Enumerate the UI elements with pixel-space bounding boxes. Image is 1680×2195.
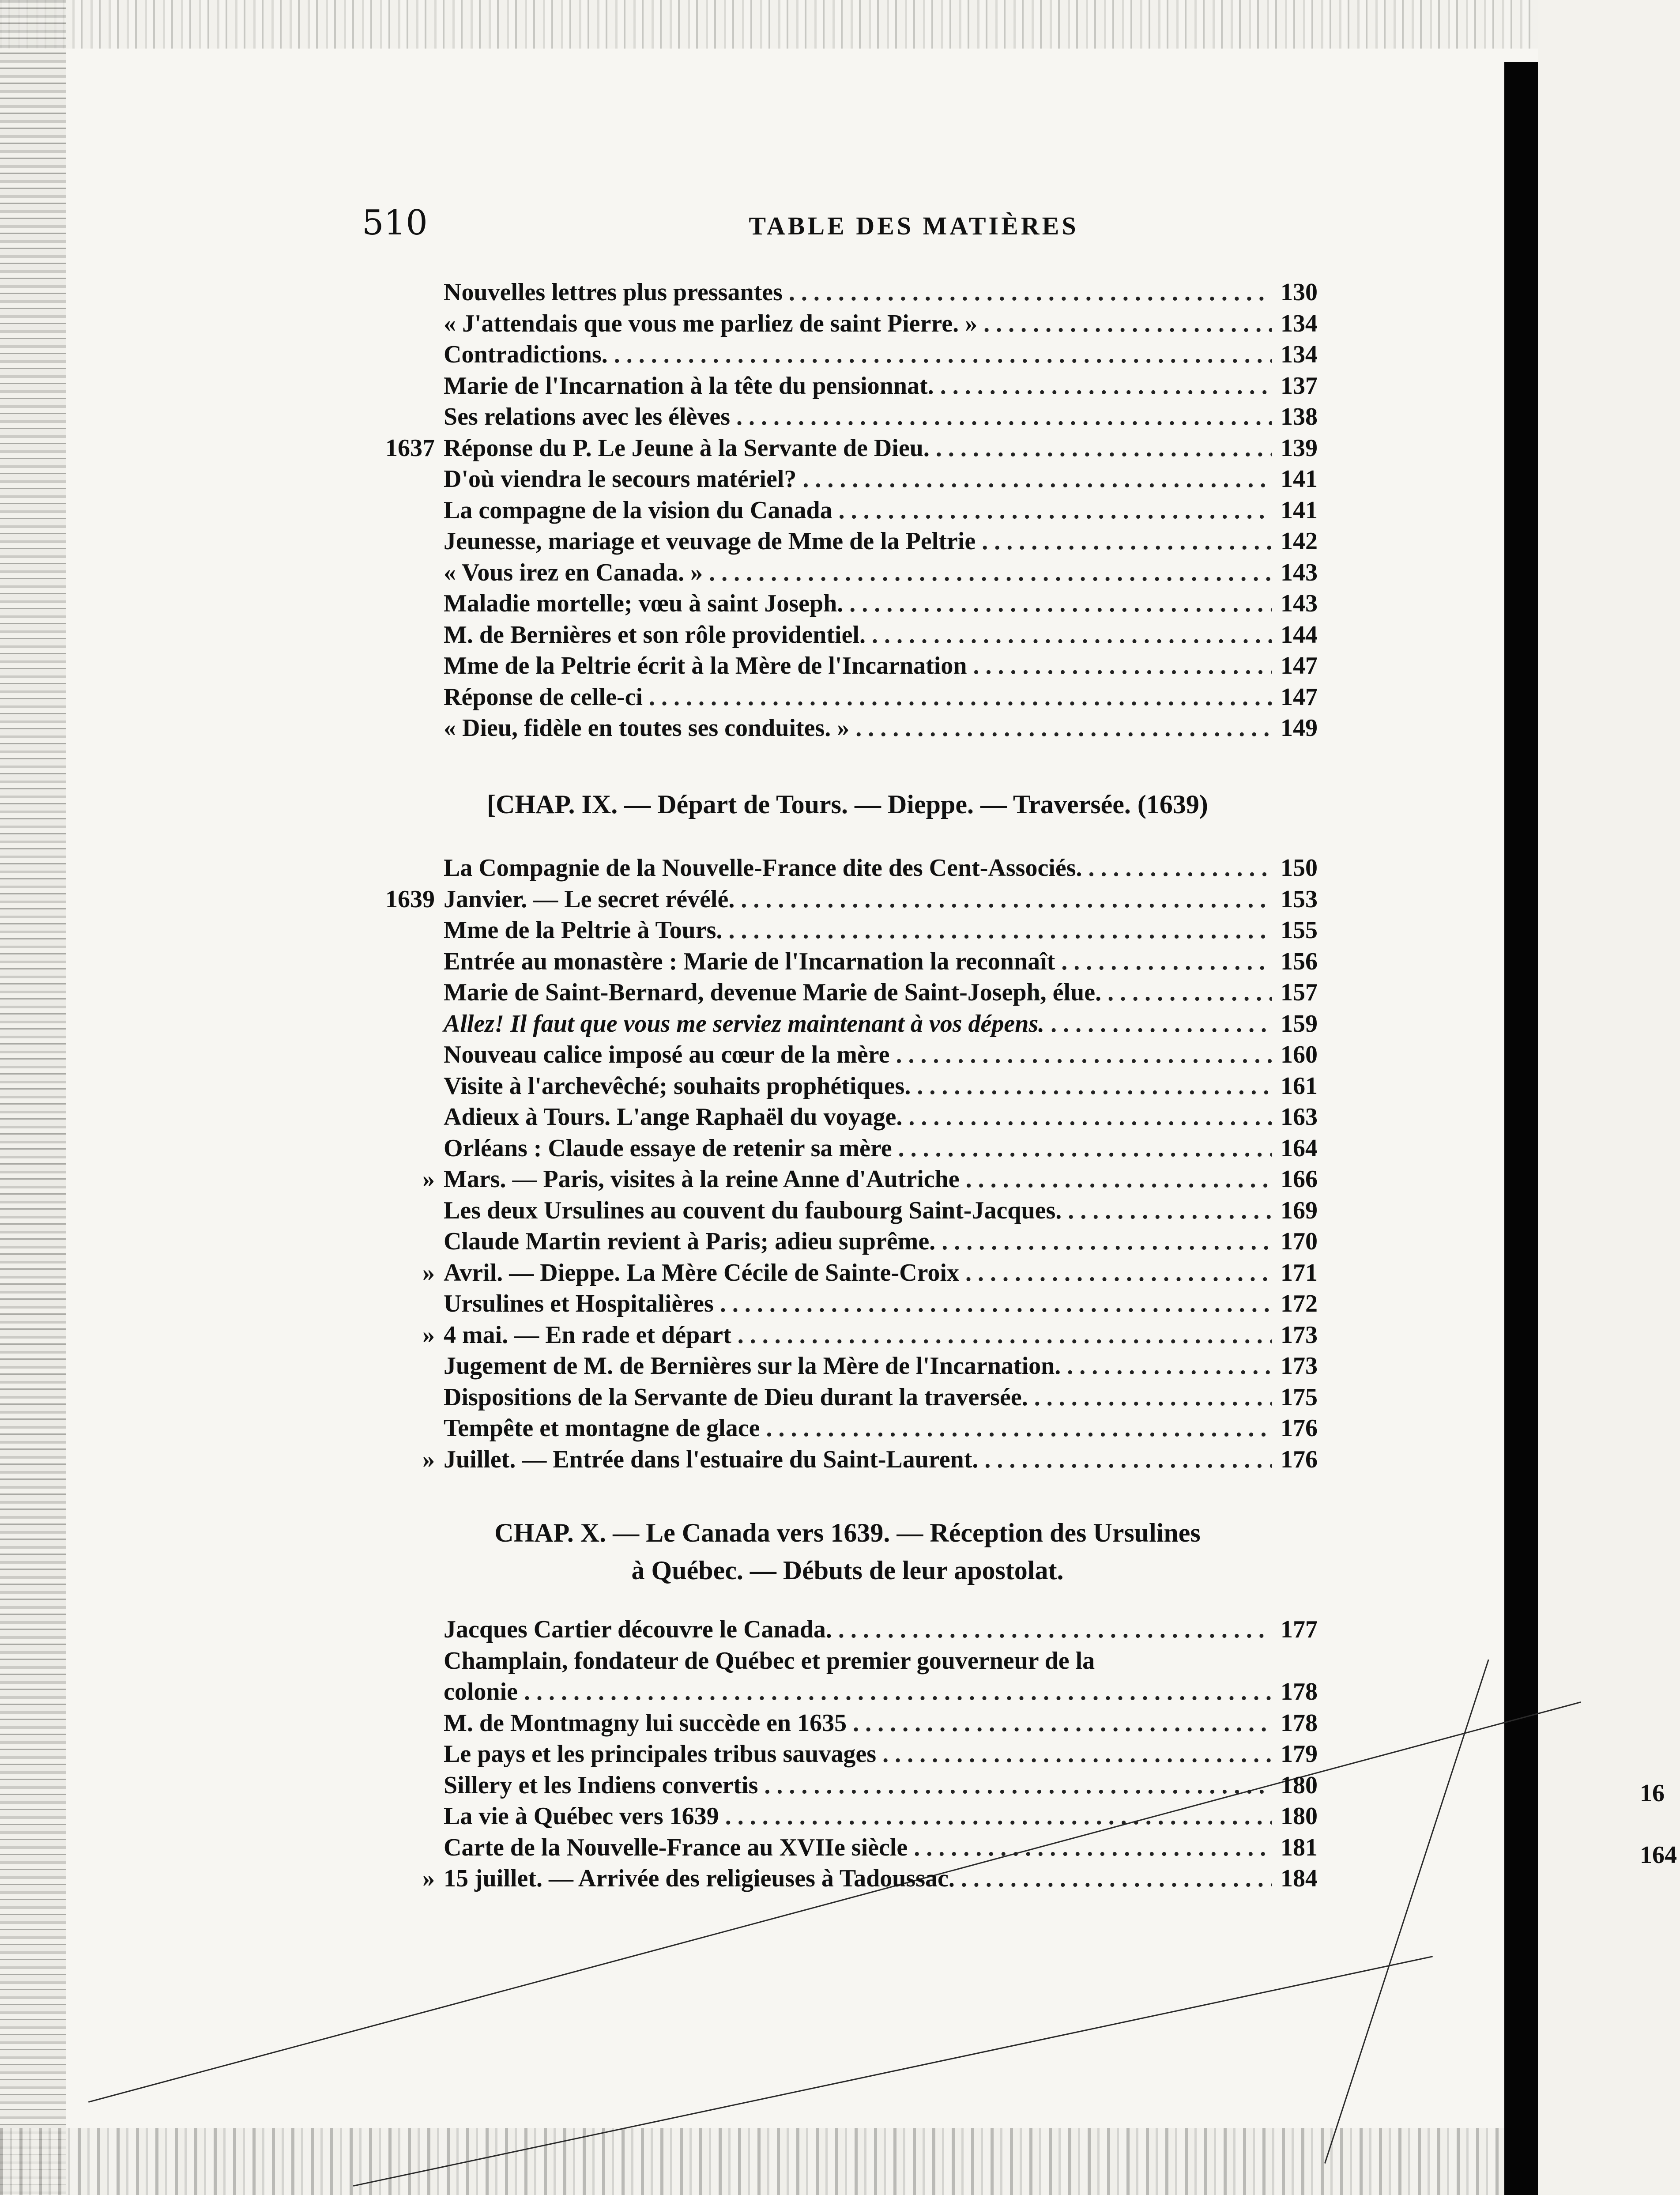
dot-leader [908, 1101, 1272, 1133]
toc-entry-page-number: 176 [1281, 1445, 1318, 1473]
toc-entry [422, 1319, 1318, 1351]
toc-entry [444, 401, 1318, 433]
dot-leader [1034, 1381, 1272, 1413]
toc-entry [444, 1008, 1318, 1040]
toc-entry-wrapped-line: Champlain, fondateur de Québec et premier gouverneur de la [444, 1647, 1095, 1675]
facing-page-fragment-1: 16 [1640, 1780, 1665, 1807]
toc-entry-page-number: 178 [1281, 1709, 1318, 1737]
toc-entry-title: Mme de la Peltrie écrit à la Mère de l'Incarnation [444, 652, 967, 679]
toc-entry-year: 1639 [385, 885, 435, 913]
toc-entry-page-number: 130 [1281, 279, 1318, 306]
toc-entry-title: M. de Bernières et son rôle providentiel. [444, 621, 866, 649]
dot-leader [838, 1614, 1272, 1645]
toc-entry-page-number: 180 [1281, 1771, 1318, 1799]
dot-leader [725, 1800, 1272, 1832]
toc-entry-title: Tempête et montagne de glace [444, 1414, 760, 1442]
toc-entry-title: 15 juillet. — Arrivée des religieuses à Tadoussac. [444, 1865, 955, 1892]
toc-entry-title: Jeunesse, mariage et veuvage de Mme de la Peltrie [444, 528, 976, 555]
dot-leader [914, 1832, 1272, 1863]
toc-entry-page-number: 175 [1281, 1383, 1318, 1411]
toc-entry-title: Dispositions de la Servante de Dieu durant la traversée. [444, 1383, 1028, 1411]
toc-entry [444, 308, 1318, 339]
toc-entry-title: 4 mai. — En rade et départ [444, 1321, 731, 1349]
toc-entry-page-number: 147 [1281, 683, 1318, 711]
dot-leader [741, 883, 1272, 915]
toc-entry-title: Jugement de M. de Bernières sur la Mère de l'Incarnation. [444, 1352, 1061, 1380]
toc-entry [444, 1101, 1318, 1133]
toc-entry-page-number: 149 [1281, 714, 1318, 742]
toc-entry-title: Juillet. — Entrée dans l'estuaire du Saint-Laurent. [444, 1445, 979, 1473]
toc-entry-title: Mars. — Paris, visites à la reine Anne d'Autriche [444, 1165, 960, 1193]
toc-entry-page-number: 177 [1281, 1616, 1318, 1643]
dot-leader [1051, 1008, 1272, 1040]
dot-leader [1067, 1350, 1272, 1382]
toc-entry-title: Réponse de celle-ci [444, 683, 643, 711]
toc-entry-page-number: 139 [1281, 434, 1318, 462]
dot-leader [709, 557, 1272, 588]
dot-leader [728, 914, 1272, 946]
dot-leader [720, 1288, 1272, 1320]
toc-entry-page-number: 156 [1281, 947, 1318, 975]
dot-leader [1068, 1195, 1272, 1226]
toc-entry-title: Nouvelles lettres plus pressantes [444, 279, 783, 306]
toc-entry [444, 619, 1318, 651]
toc-entry [444, 1800, 1318, 1832]
toc-entry-title: Ses relations avec les élèves [444, 403, 731, 430]
toc-entry-page-number: 169 [1281, 1196, 1318, 1224]
toc-entry [444, 1070, 1318, 1102]
scan-noise-bottom [0, 2128, 1680, 2195]
dot-leader [789, 276, 1272, 308]
toc-entry [444, 1707, 1318, 1739]
toc-entry-title: Nouveau calice imposé au cœur de la mère [444, 1041, 890, 1068]
toc-entry-page-number: 164 [1281, 1134, 1318, 1162]
toc-entry [444, 1132, 1318, 1164]
binding-shadow [1504, 62, 1538, 2195]
dot-leader [966, 1163, 1272, 1195]
facing-page-fragment-2: 164 [1640, 1841, 1677, 1869]
dot-leader [961, 1863, 1272, 1894]
toc-entry-page-number: 163 [1281, 1103, 1318, 1131]
dot-leader [982, 525, 1272, 557]
toc-entry-page-number: 160 [1281, 1041, 1318, 1068]
toc-entry-page-number: 142 [1281, 528, 1318, 555]
toc-entry-title: Sillery et les Indiens convertis [444, 1771, 758, 1799]
dot-leader [738, 1319, 1272, 1351]
toc-entry-title: Marie de l'Incarnation à la tête du pensionnat. [444, 372, 934, 400]
dot-leader [936, 432, 1272, 464]
toc-entry-title: Les deux Ursulines au couvent du faubourg Saint-Jacques. [444, 1196, 1062, 1224]
toc-entry [444, 681, 1318, 713]
toc-entry [444, 1195, 1318, 1226]
dot-leader [973, 650, 1272, 682]
toc-entry-page-number: 173 [1281, 1352, 1318, 1380]
toc-entry [444, 1039, 1318, 1071]
toc-entry-title: Marie de Saint-Bernard, devenue Marie de Saint-Joseph, élue. [444, 979, 1102, 1006]
chapter-heading: CHAP. X. — Le Canada vers 1639. — Réception des Ursulines [494, 1518, 1201, 1547]
page-number: 510 [362, 203, 428, 243]
dot-leader [965, 1257, 1272, 1289]
dot-leader [940, 370, 1272, 402]
dot-leader [1061, 946, 1272, 977]
toc-entry-title: Entrée au monastère : Marie de l'Incarnation la reconnaît [444, 947, 1055, 975]
toc-entry-year: » [422, 1259, 435, 1286]
dot-leader [983, 308, 1272, 339]
toc-entry-title: Maladie mortelle; vœu à saint Joseph. [444, 590, 844, 617]
toc-entry-year: 1637 [385, 434, 435, 462]
page-header [362, 201, 1333, 249]
running-title: TABLE DES MATIÈRES [749, 211, 1079, 240]
toc-entry [444, 1676, 1318, 1708]
toc-entry [444, 276, 1318, 308]
chapter-heading: [CHAP. IX. — Départ de Tours. — Dieppe. — Traversée. (1639) [487, 790, 1208, 819]
dot-leader [614, 339, 1272, 370]
toc-entry-page-number: 134 [1281, 341, 1318, 368]
toc-entry-title: La Compagnie de la Nouvelle-France dite des Cent-Associés. [444, 854, 1082, 882]
dot-leader [766, 1412, 1272, 1444]
toc-entry-title: Orléans : Claude essaye de retenir sa mère [444, 1134, 892, 1162]
toc-entry-page-number: 141 [1281, 465, 1318, 493]
toc-entry-title: Jacques Cartier découvre le Canada. [444, 1616, 832, 1643]
toc-entry [422, 1257, 1318, 1289]
toc-entry-title: Adieux à Tours. L'ange Raphaël du voyage. [444, 1103, 903, 1131]
dot-leader [849, 588, 1272, 619]
dot-leader [1089, 852, 1272, 884]
toc-entry-title: « Vous irez en Canada. » [444, 558, 703, 586]
toc-entry [444, 1288, 1318, 1320]
toc-entry-page-number: 141 [1281, 496, 1318, 524]
toc-entry-title: Carte de la Nouvelle-France au XVIIe siècle [444, 1833, 908, 1861]
dot-leader [736, 401, 1272, 433]
toc-entry-title: Contradictions. [444, 341, 608, 368]
dot-leader [839, 494, 1272, 526]
toc-entry-page-number: 143 [1281, 590, 1318, 617]
toc-entry-title: Le pays et les principales tribus sauvages [444, 1740, 877, 1768]
toc-entry-title: Claude Martin revient à Paris; adieu suprême. [444, 1228, 936, 1255]
toc-entry [385, 883, 1318, 915]
dot-leader [764, 1769, 1272, 1801]
toc-entry-title: D'où viendra le secours matériel? [444, 465, 797, 493]
toc-entry [444, 914, 1318, 946]
toc-entry [444, 946, 1318, 977]
toc-entry [422, 1444, 1318, 1475]
toc-entry-title: Allez! Il faut que vous me serviez maintenant à vos dépens. [444, 1010, 1045, 1037]
chapter-subheading: à Québec. — Débuts de leur apostolat. [631, 1556, 1064, 1585]
toc-entry-page-number: 144 [1281, 621, 1318, 649]
toc-entry-year: » [422, 1165, 435, 1193]
toc-entry [444, 370, 1318, 402]
toc-entry-page-number: 161 [1281, 1072, 1318, 1100]
scratch-line [1324, 1659, 1489, 2164]
toc-entry-year: » [422, 1321, 435, 1349]
toc-entry-page-number: 138 [1281, 403, 1318, 430]
dot-leader [917, 1070, 1272, 1102]
toc-entry-title: Visite à l'archevêché; souhaits prophétiques. [444, 1072, 911, 1100]
scan-noise-top [0, 0, 1545, 49]
dot-leader [802, 463, 1272, 495]
toc-entry [444, 712, 1318, 744]
scan-noise-left [0, 0, 66, 2195]
toc-entry [385, 432, 1318, 464]
toc-entry-page-number: 172 [1281, 1290, 1318, 1317]
toc-entry-title: La vie à Québec vers 1639 [444, 1803, 719, 1830]
toc-entry-page-number: 155 [1281, 916, 1318, 944]
toc-entry-page-number: 147 [1281, 652, 1318, 679]
toc-entry [444, 852, 1318, 884]
toc-entry [444, 557, 1318, 588]
toc-entry [444, 1350, 1318, 1382]
toc-entry [444, 1381, 1318, 1413]
dot-leader [896, 1039, 1272, 1071]
toc-entry-page-number: 143 [1281, 558, 1318, 586]
toc-entry [444, 1226, 1318, 1257]
dot-leader [872, 619, 1272, 651]
toc-entry [444, 494, 1318, 526]
toc-entry [444, 1832, 1318, 1863]
toc-entry-page-number: 153 [1281, 885, 1318, 913]
toc-entry-page-number: 181 [1281, 1833, 1318, 1861]
dot-leader [898, 1132, 1272, 1164]
dot-leader [855, 712, 1272, 744]
toc-entry [422, 1863, 1318, 1894]
toc-entry-title: Janvier. — Le secret révélé. [444, 885, 735, 913]
toc-entry [444, 977, 1318, 1008]
toc-entry-title: « J'attendais que vous me parliez de saint Pierre. » [444, 309, 978, 337]
dot-leader [984, 1444, 1272, 1475]
toc-entry [444, 1614, 1318, 1645]
toc-entry [444, 650, 1318, 682]
toc-entry-page-number: 176 [1281, 1414, 1318, 1442]
toc-entry-page-number: 159 [1281, 1010, 1318, 1037]
toc-entry-page-number: 171 [1281, 1259, 1318, 1286]
dot-leader [1107, 977, 1272, 1008]
toc-entry-page-number: 184 [1281, 1865, 1318, 1892]
toc-entry-page-number: 137 [1281, 372, 1318, 400]
dot-leader [853, 1707, 1272, 1739]
dot-leader [882, 1738, 1272, 1770]
toc-entry-title: colonie [444, 1678, 518, 1705]
toc-entry-title: La compagne de la vision du Canada [444, 496, 832, 524]
toc-entry-title: Avril. — Dieppe. La Mère Cécile de Sainte-Croix [444, 1259, 959, 1286]
toc-entry-title: Ursulines et Hospitalières [444, 1290, 714, 1317]
toc-entry-year: » [422, 1865, 435, 1892]
toc-entry-page-number: 170 [1281, 1228, 1318, 1255]
toc-entry-page-number: 180 [1281, 1803, 1318, 1830]
toc-entry-title: Mme de la Peltrie à Tours. [444, 916, 723, 944]
toc-entry-page-number: 173 [1281, 1321, 1318, 1349]
toc-entry-page-number: 166 [1281, 1165, 1318, 1193]
toc-entry-title: « Dieu, fidèle en toutes ses conduites. » [444, 714, 850, 742]
toc-entry-page-number: 134 [1281, 309, 1318, 337]
toc-entry [444, 1769, 1318, 1801]
toc-entry [444, 588, 1318, 619]
toc-entry [444, 1412, 1318, 1444]
toc-entry [444, 1738, 1318, 1770]
toc-entry-year: » [422, 1445, 435, 1473]
toc-entry [444, 339, 1318, 370]
toc-entry-title: M. de Montmagny lui succède en 1635 [444, 1709, 847, 1737]
toc-entry-title: Réponse du P. Le Jeune à la Servante de Dieu. [444, 434, 930, 462]
toc-entry [444, 525, 1318, 557]
toc-entry-page-number: 179 [1281, 1740, 1318, 1768]
toc-entry-page-number: 157 [1281, 979, 1318, 1006]
toc-entry-page-number: 178 [1281, 1678, 1318, 1705]
dot-leader [942, 1226, 1272, 1257]
dot-leader [524, 1676, 1272, 1708]
dot-leader [649, 681, 1272, 713]
toc-entry-page-number: 150 [1281, 854, 1318, 882]
toc-entry [444, 463, 1318, 495]
toc-entry [422, 1163, 1318, 1195]
